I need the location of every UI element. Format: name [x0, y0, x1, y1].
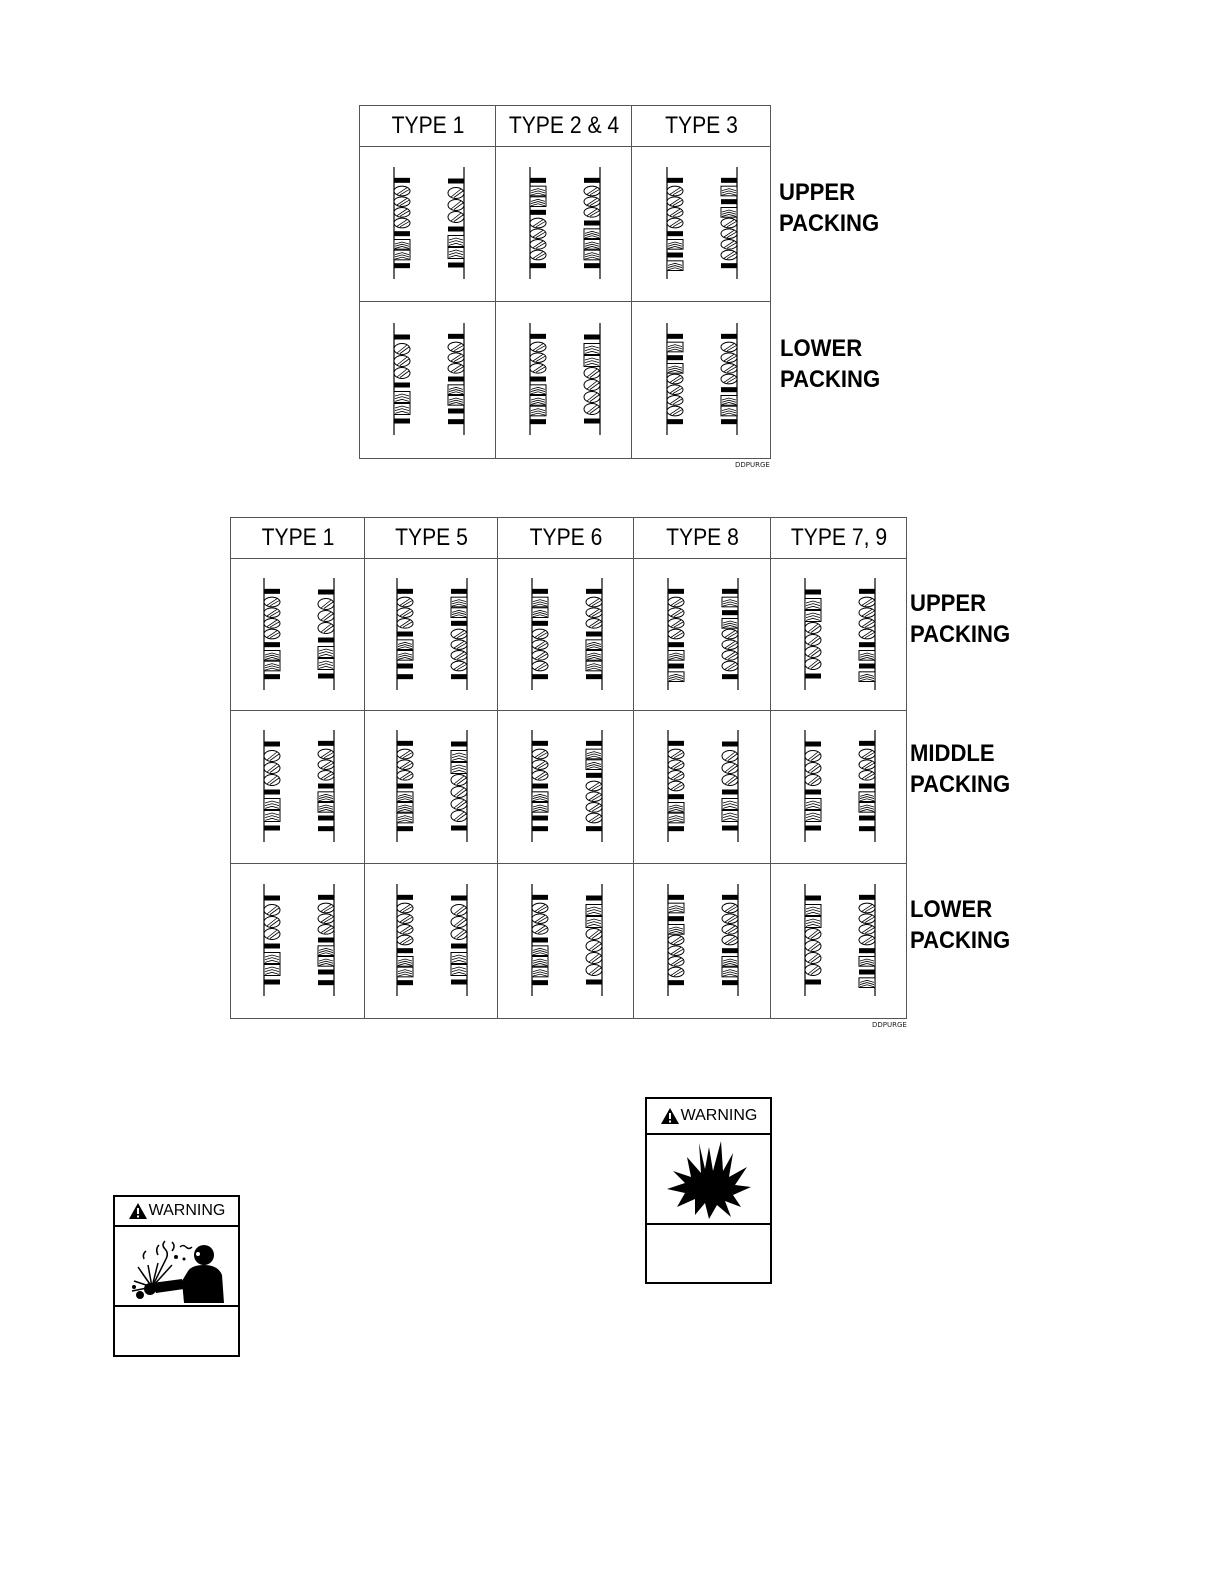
packing-stack-diagram	[779, 722, 899, 852]
packing-stack-diagram	[504, 159, 624, 289]
packing-stack-diagram	[371, 570, 491, 700]
packing-diagram-cell	[498, 711, 634, 864]
packing-diagram-cell	[632, 302, 771, 459]
table-row	[231, 711, 907, 864]
warning-label-pressure	[113, 1195, 240, 1357]
table-row	[231, 864, 907, 1019]
row-label-line: MIDDLE	[910, 740, 995, 767]
packing-diagram-cell	[365, 559, 498, 711]
packing-table-2	[230, 517, 907, 1019]
warning-title: WARNING	[680, 1107, 758, 1124]
column-header: TYPE 8	[642, 518, 763, 559]
warning-triangle-icon	[128, 1202, 148, 1220]
packing-diagram-cell	[231, 559, 365, 711]
packing-table-1	[359, 105, 771, 459]
row-label-upper-packing	[779, 177, 879, 239]
packing-diagram-cell	[771, 711, 907, 864]
row-label-line: UPPER	[779, 179, 856, 206]
packing-stack-diagram	[506, 722, 626, 852]
column-header: TYPE 5	[372, 518, 489, 559]
column-header: TYPE 1	[239, 518, 357, 559]
column-header: TYPE 3	[640, 106, 762, 147]
packing-stack-diagram	[368, 315, 488, 445]
packing-diagram-cell	[496, 147, 632, 302]
packing-stack-diagram	[779, 876, 899, 1006]
row-label-line: LOWER	[910, 896, 993, 923]
column-header: TYPE 6	[506, 518, 626, 559]
packing-stack-diagram	[506, 876, 626, 1006]
packing-diagram-cell	[634, 711, 771, 864]
warning-pictogram	[115, 1227, 238, 1307]
drawing-code: DDPURGE	[735, 461, 770, 469]
packing-diagram-cell	[771, 559, 907, 711]
packing-stack-diagram	[371, 722, 491, 852]
pressure-spray-icon	[122, 1229, 232, 1303]
packing-diagram-cell	[771, 864, 907, 1019]
packing-stack-diagram	[641, 159, 761, 289]
table-header-row	[360, 106, 771, 147]
packing-stack-diagram	[371, 876, 491, 1006]
warning-triangle-icon	[660, 1107, 680, 1125]
warning-pictogram	[647, 1135, 770, 1225]
row-label-upper-packing	[910, 588, 1010, 650]
packing-diagram-cell	[231, 864, 365, 1019]
row-label-line: UPPER	[910, 590, 987, 617]
packing-stack-diagram	[506, 570, 626, 700]
packing-stack-diagram	[779, 570, 899, 700]
table-row	[231, 559, 907, 711]
packing-stack-diagram	[504, 315, 624, 445]
table-row	[360, 147, 771, 302]
row-label-line: PACKING	[780, 366, 881, 393]
packing-diagram-cell	[498, 559, 634, 711]
packing-diagram-cell	[634, 864, 771, 1019]
packing-stack-diagram	[368, 159, 488, 289]
packing-diagram-cell	[365, 864, 498, 1019]
row-label-lower-packing	[910, 894, 1010, 956]
packing-diagram-cell	[365, 711, 498, 864]
packing-diagram-cell	[360, 147, 496, 302]
warning-header	[647, 1099, 770, 1135]
table-header-row	[231, 518, 907, 559]
packing-diagram-cell	[496, 302, 632, 459]
packing-diagram-cell	[360, 302, 496, 459]
warning-label-explosion	[645, 1097, 772, 1284]
packing-diagram-cell	[498, 864, 634, 1019]
row-label-line: LOWER	[780, 335, 863, 362]
row-label-line: PACKING	[779, 210, 880, 237]
packing-stack-diagram	[641, 315, 761, 445]
row-label-middle-packing	[910, 738, 1010, 800]
warning-header	[115, 1197, 238, 1227]
drawing-code: DDPURGE	[872, 1021, 907, 1029]
packing-stack-diagram	[642, 570, 762, 700]
packing-stack-diagram	[238, 876, 358, 1006]
packing-diagram-cell	[632, 147, 771, 302]
row-label-line: PACKING	[910, 621, 1011, 648]
packing-diagram-cell	[231, 711, 365, 864]
column-header: TYPE 7, 9	[779, 518, 899, 559]
row-label-lower-packing	[780, 333, 880, 395]
table-row	[360, 302, 771, 459]
explosion-icon	[659, 1137, 759, 1221]
warning-title: WARNING	[148, 1202, 226, 1219]
packing-stack-diagram	[238, 722, 358, 852]
column-header: TYPE 2 & 4	[504, 106, 624, 147]
packing-diagram-cell	[634, 559, 771, 711]
packing-stack-diagram	[238, 570, 358, 700]
row-label-line: PACKING	[910, 927, 1011, 954]
row-label-line: PACKING	[910, 771, 1011, 798]
packing-stack-diagram	[642, 876, 762, 1006]
packing-stack-diagram	[642, 722, 762, 852]
column-header: TYPE 1	[368, 106, 488, 147]
